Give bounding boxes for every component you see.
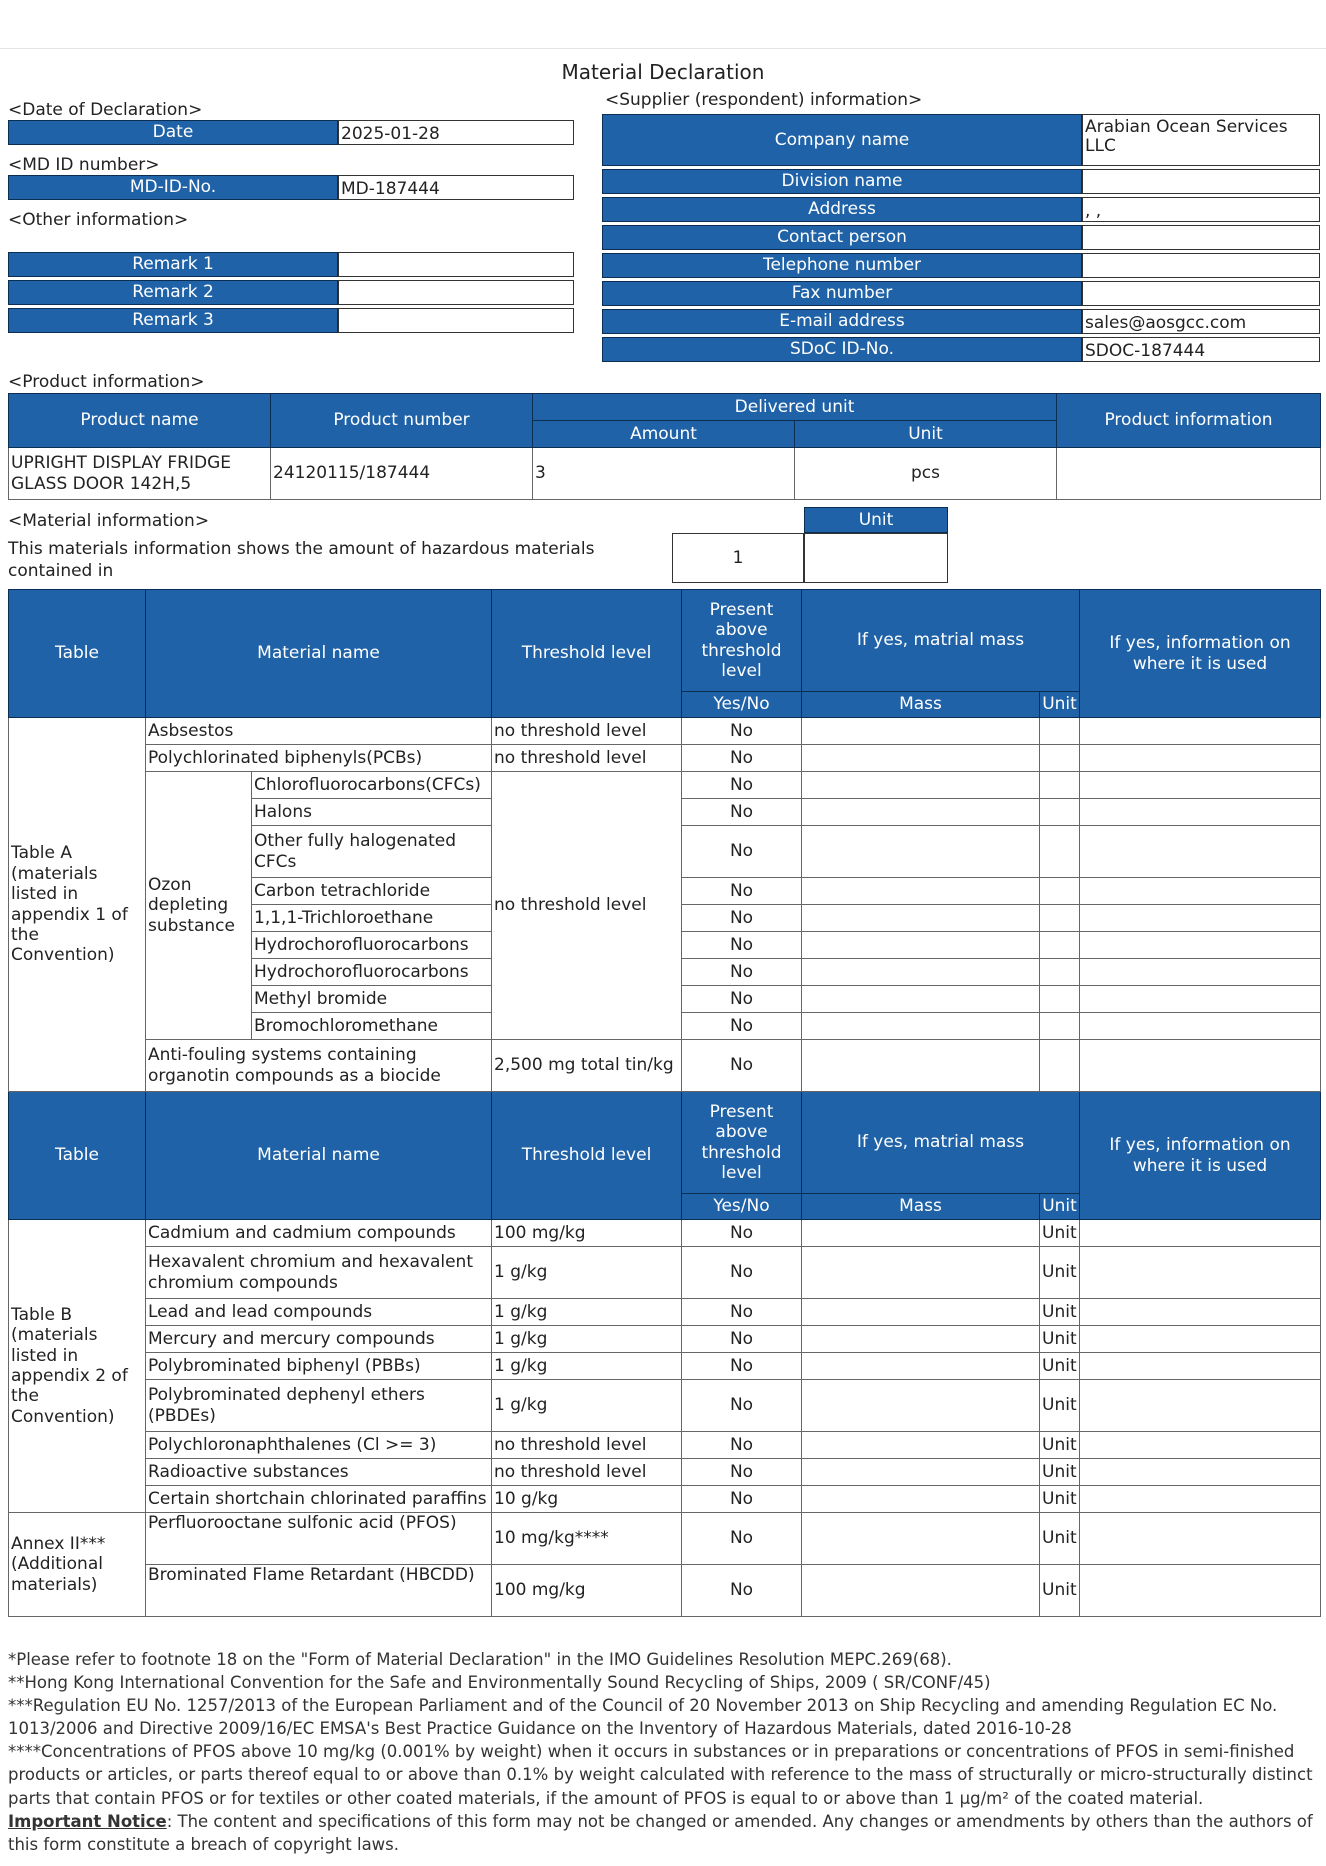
mass-cell[interactable] (802, 1353, 1040, 1380)
mass-cell[interactable] (802, 772, 1040, 799)
where-used-cell[interactable] (1080, 1326, 1321, 1353)
company-name-field[interactable]: Arabian Ocean Services LLC (1082, 114, 1320, 166)
footnote-3: ***Regulation EU No. 1257/2013 of the European Parliament and of the Council of 20 November 2013 on Ship Recycling and amending Regulation EC No. 1013/2006 and Directive 2009/16/EC EMSA's Best Practice Guidance on the Inventory of Hazardous Materials, dated 2016-10-28 (8, 1696, 1278, 1739)
yes-no-header: Yes/No (682, 1194, 802, 1220)
where-used-cell[interactable] (1080, 1247, 1321, 1299)
material-name: Brominated Flame Retardant (HBCDD) (146, 1565, 492, 1617)
remark-1-label: Remark 1 (8, 252, 338, 277)
where-used-cell[interactable] (1080, 1013, 1321, 1040)
present-header: Present above threshold level (682, 1092, 802, 1194)
yes-no-cell[interactable]: No (682, 1459, 802, 1486)
threshold-cell: no threshold level (492, 1432, 682, 1459)
mass-cell[interactable] (802, 1220, 1040, 1247)
where-used-header: If yes, information on where it is used (1080, 590, 1321, 718)
material-name: Halons (252, 799, 492, 826)
mass-group-header: If yes, matrial mass (802, 1092, 1080, 1194)
where-used-cell[interactable] (1080, 959, 1321, 986)
where-used-cell[interactable] (1080, 1040, 1321, 1092)
mass-cell[interactable] (802, 1380, 1040, 1432)
annex-label: Annex II*** (Additional materials) (9, 1513, 146, 1617)
md-id-field[interactable]: MD-187444 (338, 175, 574, 200)
mass-cell[interactable] (802, 1326, 1040, 1353)
mass-cell[interactable] (802, 878, 1040, 905)
unit-cell[interactable] (1040, 772, 1080, 799)
material-name: Polychloronaphthalenes (Cl >= 3) (146, 1432, 492, 1459)
product-number-header: Product number (271, 394, 533, 448)
ozon-label: Ozon depleting substance (146, 772, 252, 1040)
mass-cell[interactable] (802, 932, 1040, 959)
material-name: 1,1,1-Trichloroethane (252, 905, 492, 932)
mass-cell[interactable] (802, 1299, 1040, 1326)
product-information-header: Product information (1057, 394, 1321, 448)
unit-cell[interactable] (1040, 745, 1080, 772)
threshold-cell: no threshold level (492, 745, 682, 772)
remark-2-label: Remark 2 (8, 280, 338, 305)
unit-cell[interactable] (1040, 826, 1080, 878)
unit-cell[interactable]: Unit (1040, 1380, 1080, 1432)
unit-header: Unit (795, 421, 1057, 448)
important-notice (8, 1810, 1318, 1856)
unit-cell[interactable]: Unit (1040, 1247, 1080, 1299)
material-name: Methyl bromide (252, 986, 492, 1013)
yes-no-cell[interactable]: No (682, 1326, 802, 1353)
mass-cell[interactable] (802, 1013, 1040, 1040)
supplier-section-label: <Supplier (respondent) information> (605, 90, 923, 110)
material-name: Perfluorooctane sulfonic acid (PFOS) (146, 1513, 492, 1565)
where-used-cell[interactable] (1080, 1565, 1321, 1617)
where-used-cell[interactable] (1080, 1353, 1321, 1380)
mass-cell[interactable] (802, 959, 1040, 986)
material-name: Chlorofluorocarbons(CFCs) (252, 772, 492, 799)
threshold-cell: 1 g/kg (492, 1380, 682, 1432)
material-name: Cadmium and cadmium compounds (146, 1220, 492, 1247)
mass-cell[interactable] (802, 799, 1040, 826)
where-used-header: If yes, information on where it is used (1080, 1092, 1321, 1220)
present-header: Present above threshold level (682, 590, 802, 692)
material-name: Other fully halogenated CFCs (252, 826, 492, 878)
where-used-cell[interactable] (1080, 905, 1321, 932)
yes-no-cell[interactable]: No (682, 1353, 802, 1380)
amount-cell[interactable]: 3 (533, 448, 795, 500)
threshold-cell: 100 mg/kg (492, 1565, 682, 1617)
where-used-cell[interactable] (1080, 1299, 1321, 1326)
product-name-header: Product name (9, 394, 271, 448)
where-used-cell[interactable] (1080, 799, 1321, 826)
where-used-cell[interactable] (1080, 1486, 1321, 1513)
unit-cell[interactable] (1040, 718, 1080, 745)
table-header: Table (9, 590, 146, 718)
top-bar (0, 0, 1326, 49)
where-used-cell[interactable] (1080, 1380, 1321, 1432)
other-section-label: <Other information> (8, 210, 189, 230)
where-used-cell[interactable] (1080, 1513, 1321, 1565)
yes-no-cell[interactable]: No (682, 799, 802, 826)
address-field[interactable]: , , (1082, 197, 1320, 222)
division-name-label: Division name (602, 169, 1082, 194)
material-name: Radioactive substances (146, 1459, 492, 1486)
division-name-field[interactable] (1082, 169, 1320, 194)
threshold-cell: 1 g/kg (492, 1353, 682, 1380)
material-name: Carbon tetrachloride (252, 878, 492, 905)
where-used-cell[interactable] (1080, 1459, 1321, 1486)
material-name: Hydrochorofluorocarbons (252, 959, 492, 986)
mass-cell[interactable] (802, 1040, 1040, 1092)
threshold-cell: 100 mg/kg (492, 1220, 682, 1247)
where-used-cell[interactable] (1080, 878, 1321, 905)
ozon-threshold-cell: no threshold level (492, 772, 682, 1040)
where-used-cell[interactable] (1080, 986, 1321, 1013)
material-section-label: <Material information> (8, 511, 210, 531)
unit-cell[interactable] (1040, 1040, 1080, 1092)
yes-no-cell[interactable]: No (682, 905, 802, 932)
where-used-cell[interactable] (1080, 826, 1321, 878)
company-name-label: Company name (602, 114, 1082, 166)
yes-no-cell[interactable]: No (682, 1040, 802, 1092)
mass-header: Mass (802, 692, 1040, 718)
mass-cell[interactable] (802, 1486, 1040, 1513)
yes-no-cell[interactable]: No (682, 959, 802, 986)
delivered-unit-header: Delivered unit (533, 394, 1057, 421)
yes-no-cell[interactable]: No (682, 1247, 802, 1299)
material-name-header: Material name (146, 590, 492, 718)
material-unit-field[interactable] (804, 533, 948, 583)
material-name: Hydrochorofluorocarbons (252, 932, 492, 959)
date-field[interactable]: 2025-01-28 (338, 120, 574, 145)
fax-label: Fax number (602, 281, 1082, 306)
unit-cell[interactable]: Unit (1040, 1326, 1080, 1353)
mass-cell[interactable] (802, 826, 1040, 878)
md-id-label: MD-ID-No. (8, 175, 338, 200)
footnotes (8, 1648, 1318, 1856)
sdoc-field[interactable]: SDOC-187444 (1082, 337, 1320, 362)
material-name: Certain shortchain chlorinated paraffins (146, 1486, 492, 1513)
contact-person-label: Contact person (602, 225, 1082, 250)
threshold-cell: 10 mg/kg**** (492, 1513, 682, 1565)
threshold-header: Threshold level (492, 1092, 682, 1220)
where-used-cell[interactable] (1080, 745, 1321, 772)
where-used-cell[interactable] (1080, 772, 1321, 799)
material-name-header: Material name (146, 1092, 492, 1220)
unit-header: Unit (1040, 1194, 1080, 1220)
amount-header: Amount (533, 421, 795, 448)
mass-group-header: If yes, matrial mass (802, 590, 1080, 692)
unit-cell[interactable]: Unit (1040, 1353, 1080, 1380)
where-used-cell[interactable] (1080, 932, 1321, 959)
date-section-label: <Date of Declaration> (8, 100, 203, 120)
unit-cell[interactable]: Unit (1040, 1299, 1080, 1326)
where-used-cell[interactable] (1080, 718, 1321, 745)
material-name: Hexavalent chromium and hexavalent chromium compounds (146, 1247, 492, 1299)
unit-cell[interactable] (1040, 986, 1080, 1013)
threshold-cell: no threshold level (492, 1459, 682, 1486)
email-label: E-mail address (602, 309, 1082, 334)
mass-header: Mass (802, 1194, 1040, 1220)
unit-cell[interactable] (1040, 932, 1080, 959)
sdoc-label: SDoC ID-No. (602, 337, 1082, 362)
material-name: Anti-fouling systems containing organotin compounds as a biocide (146, 1040, 492, 1092)
threshold-cell: 1 g/kg (492, 1326, 682, 1353)
product-number-cell: 24120115/187444 (271, 448, 533, 500)
mass-cell[interactable] (802, 1247, 1040, 1299)
yes-no-cell[interactable]: No (682, 932, 802, 959)
threshold-cell: 10 g/kg (492, 1486, 682, 1513)
yes-no-cell[interactable]: No (682, 1565, 802, 1617)
yes-no-cell[interactable]: No (682, 745, 802, 772)
yes-no-cell[interactable]: No (682, 772, 802, 799)
yes-no-cell[interactable]: No (682, 1432, 802, 1459)
contact-person-field[interactable] (1082, 225, 1320, 250)
unit-cell[interactable]: Unit (1040, 1459, 1080, 1486)
yes-no-header: Yes/No (682, 692, 802, 718)
mass-cell[interactable] (802, 986, 1040, 1013)
notice-text: : The content and specifications of this form may not be changed or amended. Any changes or amendments by others than the authors of this form constitute a breach of copyright laws. (8, 1811, 1313, 1854)
table-a-label: Table A (materials listed in appendix 1 of the Convention) (9, 718, 146, 1092)
footnote-2: **Hong Kong International Convention for the Safe and Environmentally Sound Recycling of Ships, 2009 ( SR/CONF/45) (8, 1673, 991, 1693)
md-section-label: <MD ID number> (8, 155, 160, 175)
unit-cell[interactable] (1040, 1013, 1080, 1040)
address-label: Address (602, 197, 1082, 222)
mass-cell[interactable] (802, 718, 1040, 745)
material-name: Lead and lead compounds (146, 1299, 492, 1326)
yes-no-cell[interactable]: No (682, 1013, 802, 1040)
material-name: Mercury and mercury compounds (146, 1326, 492, 1353)
threshold-header: Threshold level (492, 590, 682, 718)
remark-1-field[interactable] (338, 252, 574, 277)
yes-no-cell[interactable]: No (682, 1380, 802, 1432)
fax-field[interactable] (1082, 281, 1320, 306)
telephone-label: Telephone number (602, 253, 1082, 278)
table-b-label: Table B (materials listed in appendix 2 of the Convention) (9, 1220, 146, 1513)
notice-label: Important Notice (8, 1811, 167, 1831)
material-name: Asbsestos (146, 718, 492, 745)
yes-no-cell[interactable]: No (682, 1299, 802, 1326)
mass-cell[interactable] (802, 745, 1040, 772)
remark-3-label: Remark 3 (8, 308, 338, 333)
table-a (8, 589, 1321, 1617)
mass-cell[interactable] (802, 1565, 1040, 1617)
unit-cell[interactable] (1040, 799, 1080, 826)
email-field[interactable]: sales@aosgcc.com (1082, 309, 1320, 334)
mass-cell[interactable] (802, 1432, 1040, 1459)
unit-cell[interactable]: Unit (1040, 1432, 1080, 1459)
mass-cell[interactable] (802, 1459, 1040, 1486)
yes-no-cell[interactable]: No (682, 826, 802, 878)
mass-cell[interactable] (802, 905, 1040, 932)
yes-no-cell[interactable]: No (682, 718, 802, 745)
product-info-cell[interactable] (1057, 448, 1321, 500)
threshold-cell: 1 g/kg (492, 1247, 682, 1299)
material-name: Bromochloromethane (252, 1013, 492, 1040)
material-name: Polybrominated dephenyl ethers (PBDEs) (146, 1380, 492, 1432)
date-label: Date (8, 120, 338, 145)
unit-cell[interactable] (1040, 878, 1080, 905)
footnote-1: *Please refer to footnote 18 on the "Form of Material Declaration" in the IMO Guidelines Resolution MEPC.269(68). (8, 1650, 952, 1669)
telephone-field[interactable] (1082, 253, 1320, 278)
unit-cell[interactable] (1040, 905, 1080, 932)
where-used-cell[interactable] (1080, 1432, 1321, 1459)
table-header: Table (9, 1092, 146, 1220)
unit-cell[interactable]: Unit (1040, 1220, 1080, 1247)
material-unit-header: Unit (804, 507, 948, 533)
remark-2-field[interactable] (338, 280, 574, 305)
threshold-cell: no threshold level (492, 718, 682, 745)
unit-cell[interactable]: Unit (1040, 1565, 1080, 1617)
product-table (8, 393, 1321, 500)
mass-cell[interactable] (802, 1513, 1040, 1565)
yes-no-cell[interactable]: No (682, 986, 802, 1013)
material-amount-field[interactable]: 1 (672, 533, 804, 583)
yes-no-cell[interactable]: No (682, 1486, 802, 1513)
unit-cell[interactable]: pcs (795, 448, 1057, 500)
unit-cell[interactable]: Unit (1040, 1486, 1080, 1513)
remark-3-field[interactable] (338, 308, 574, 333)
yes-no-cell[interactable]: No (682, 878, 802, 905)
unit-header: Unit (1040, 692, 1080, 718)
material-name: Polybrominated biphenyl (PBBs) (146, 1353, 492, 1380)
where-used-cell[interactable] (1080, 1220, 1321, 1247)
unit-cell[interactable]: Unit (1040, 1513, 1080, 1565)
yes-no-cell[interactable]: No (682, 1513, 802, 1565)
unit-cell[interactable] (1040, 959, 1080, 986)
threshold-cell: 1 g/kg (492, 1299, 682, 1326)
material-name: Polychlorinated biphenyls(PCBs) (146, 745, 492, 772)
product-name-cell: UPRIGHT DISPLAY FRIDGE GLASS DOOR 142H,5 (9, 448, 271, 500)
yes-no-cell[interactable]: No (682, 1220, 802, 1247)
threshold-cell: 2,500 mg total tin/kg (492, 1040, 682, 1092)
footnote-4: ****Concentrations of PFOS above 10 mg/kg (0.001% by weight) when it occurs in substances or in preparations or concentrations of PFOS in semi-finished products or articles, or parts thereof equal to or above than 0.1% by weight calculated with reference to the mass of structurally or micro-structurally distinct parts that contain PFOS or for textiles or other coated materials, if the amount of PFOS is equal to or above than 1 μg/m² of the coated material. (8, 1742, 1313, 1808)
material-description: This materials information shows the amount of hazardous materials contained in (8, 539, 595, 582)
page-title: Material Declaration (561, 60, 765, 84)
product-section-label: <Product information> (8, 372, 205, 392)
